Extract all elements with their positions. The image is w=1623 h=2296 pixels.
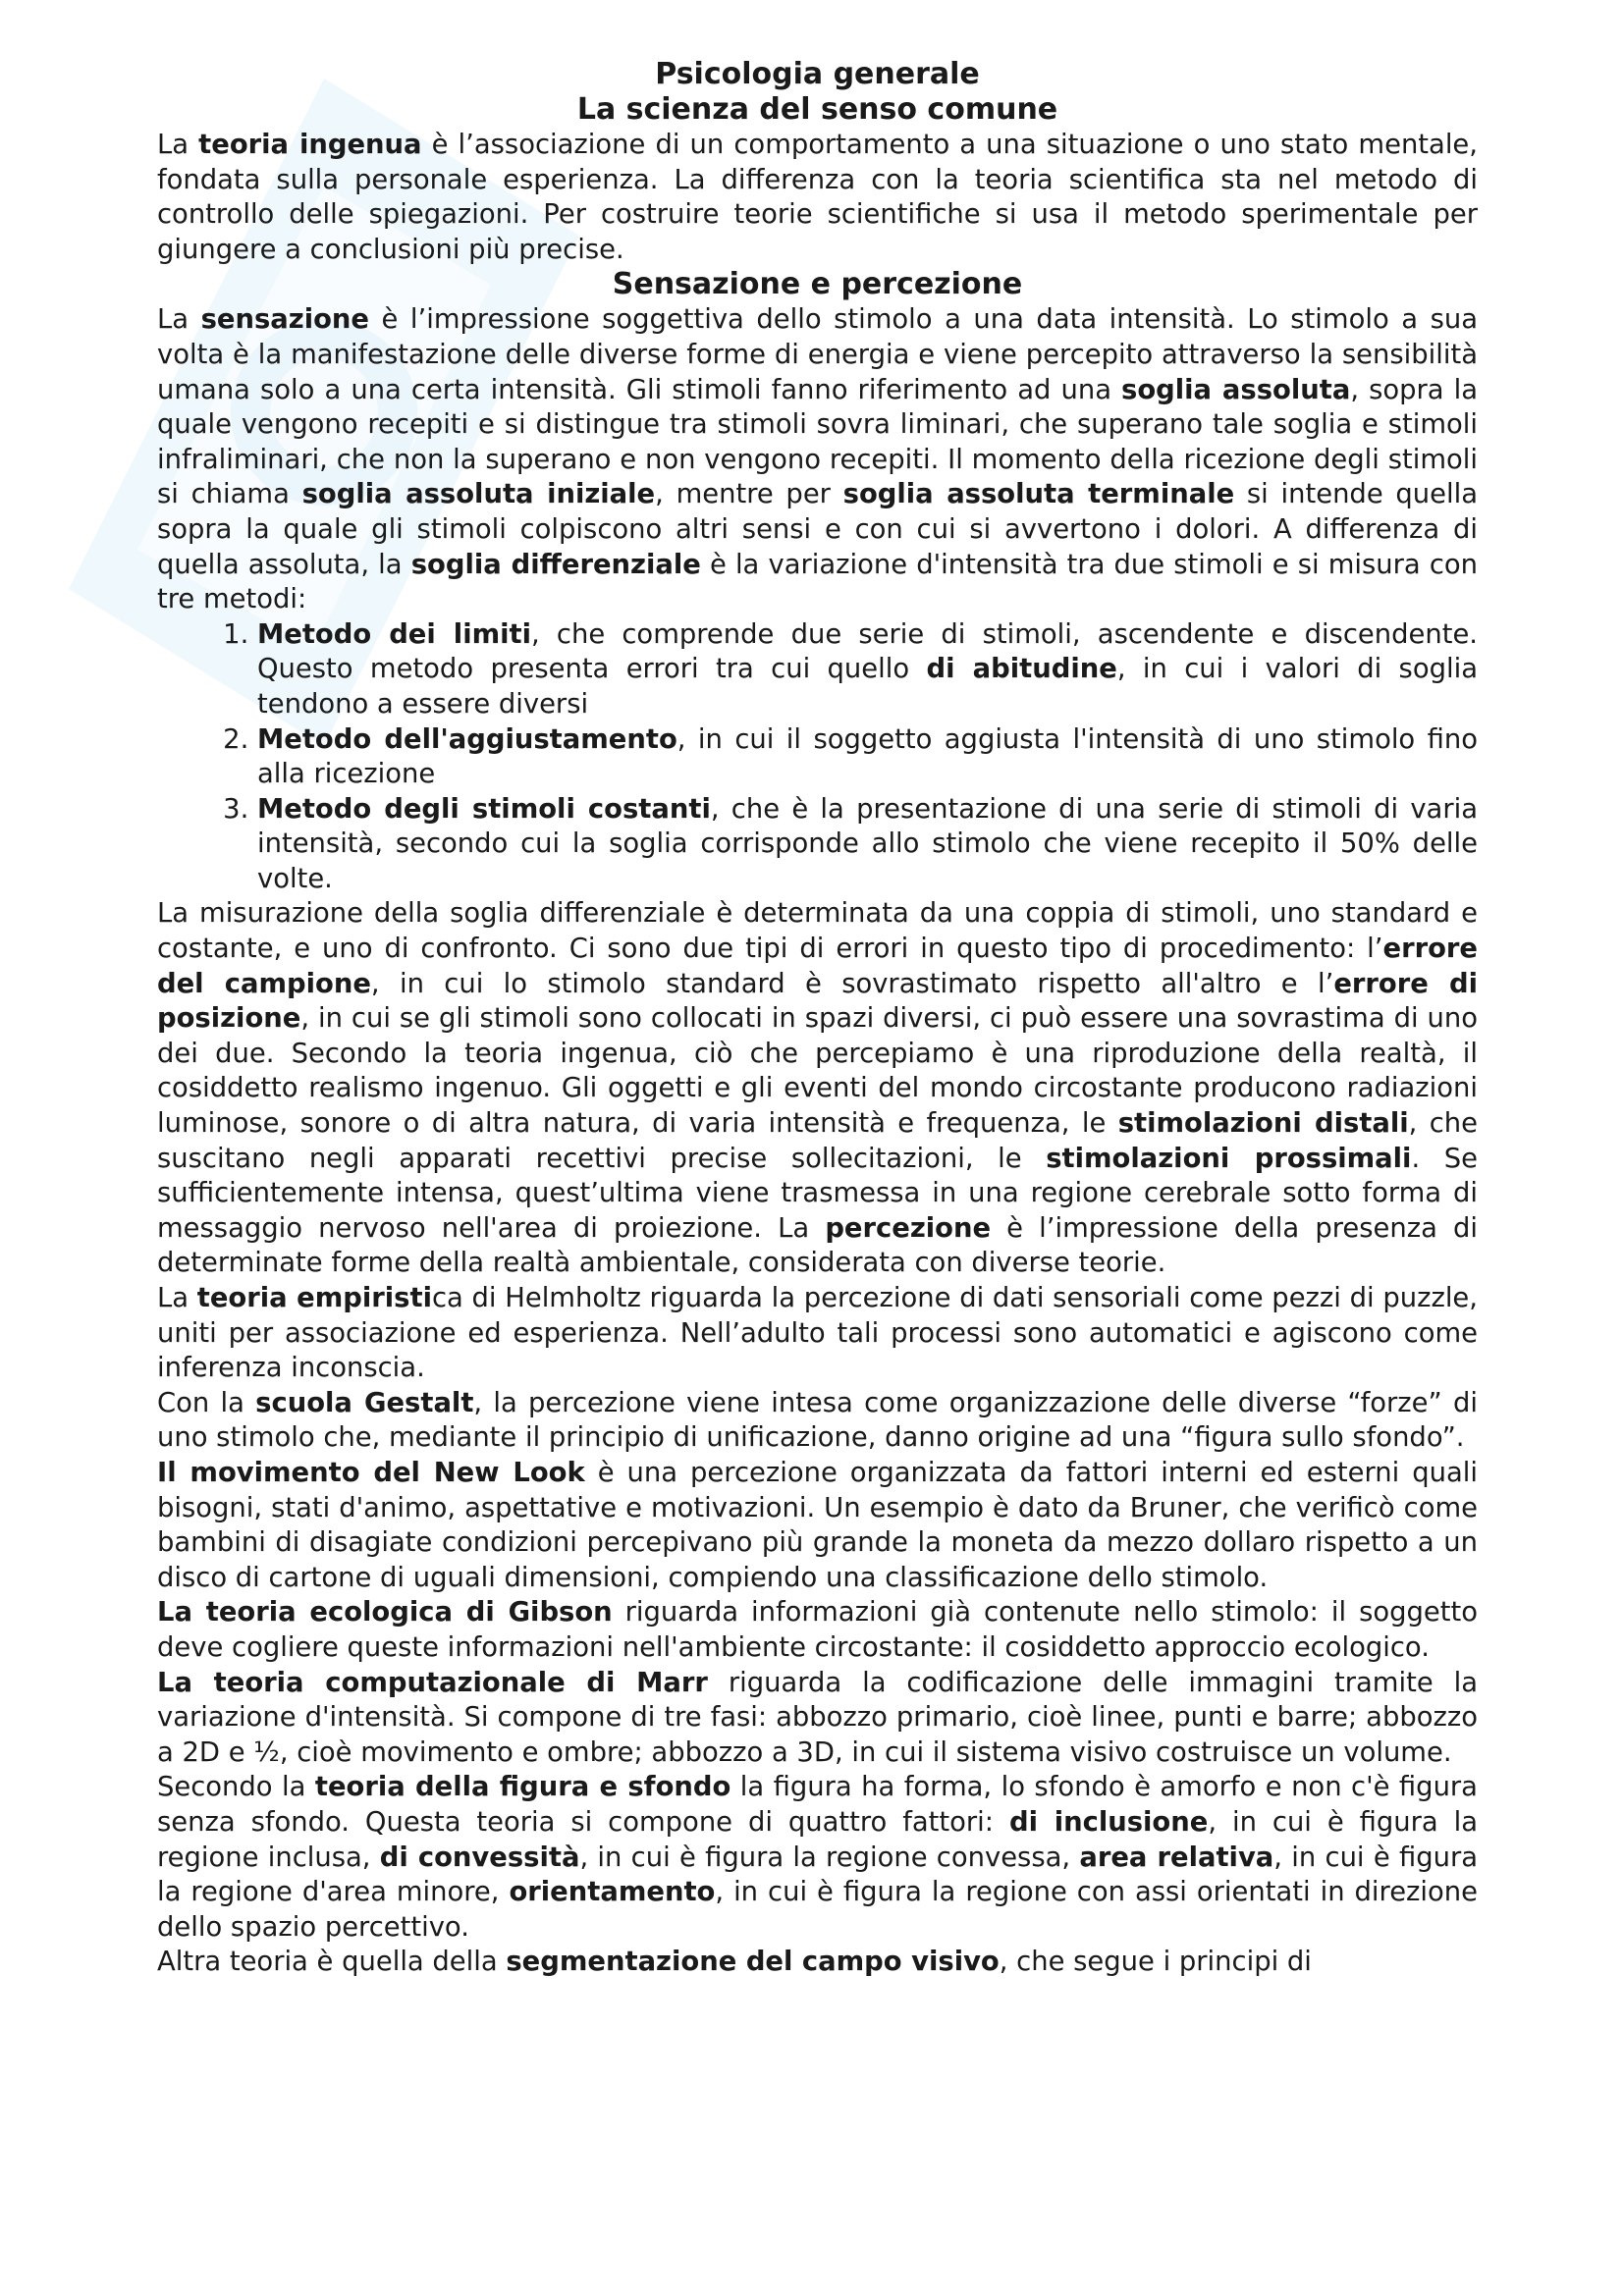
paragraph-segmentazione: Altra teoria è quella della segmentazione del campo visivo, che segue i principi di [157, 1947, 1312, 1978]
paragraph-marr: La teoria computazionale di Marr riguarda la codificazione delle immagini tramite la variazione d'intensità. Si compone di tre fasi: abbozzo primario, cioè linee, punti e barre; abbozzo a 2D e ½, cioè movimento e ombre; abbozzo a 3D, in cui il sistema visivo costruisce un volume. [157, 1667, 1478, 1768]
paragraph-gibson: La teoria ecologica di Gibson riguarda informazioni già contenute nello stimolo: il soggetto deve cogliere queste informazioni nell'ambiente circostante: il cosiddetto approccio ecologico. [157, 1597, 1478, 1663]
paragraph-gestalt: Con la scuola Gestalt, la percezione viene intesa come organizzazione delle diverse “forze” di uno stimolo che, mediante il principio di unificazione, danno origine ad una “figura sullo sfondo”. [157, 1387, 1478, 1454]
document-title: Psicologia generale [655, 57, 980, 91]
paragraph-empirista: La teoria empiristica di Helmholtz riguarda la percezione di dati sensoriali come pezzi di puzzle, uniti per associazione ed esperienza. Nell’adulto tali processi sono automatici e agiscono come inferenza inconscia. [157, 1283, 1478, 1384]
list-item: 1. Metodo dei limiti, che comprende due serie di stimoli, ascendente e discendente. Questo metodo presenta errori tra cui quello di abitudine, in cui i valori di soglia tendono a essere diversi [257, 617, 1478, 722]
section-heading-scienza: La scienza del senso comune [576, 92, 1058, 127]
section-heading-sensazione: Sensazione e percezione [612, 267, 1023, 302]
paragraph-figura-sfondo: Secondo la teoria della figura e sfondo la figura ha forma, lo sfondo è amorfo e non c'è figura senza sfondo. Questa teoria si compone di quattro fattori: di inclusione, in cui è figura la regione inclusa, di convessità, in cui è figura la regione convessa, area relativa, in cui è figura la regione d'area minore, orientamento, in cui è figura la regione con assi orientati in direzione dello spazio percettivo. [157, 1772, 1479, 1943]
list-item: 3. Metodo degli stimoli costanti, che è la presentazione di una serie di stimoli di varia intensità, secondo cui la soglia corrisponde allo stimolo che viene recepito il 50% delle volte. [257, 792, 1478, 897]
document-page [157, 57, 1478, 1980]
paragraph-misurazione: La misurazione della soglia differenziale è determinata da una coppia di stimoli, uno standard e costante, e uno di confronto. Ci sono due tipi di errori in questo tipo di procedimento: l’errore del campione, in cui lo stimolo standard è sovrastimato rispetto all'altro e l’errore di posizione, in cui se gli stimoli sono collocati in spazi diversi, ci può essere una sovrastima di uno dei due. Secondo la teoria ingenua, ciò che percepiamo è una riproduzione della realtà, il cosiddetto realismo ingenuo. Gli oggetti e gli eventi del mondo circostante producono radiazioni luminose, sonore o di altra natura, di varia intensità e frequenza, le stimolazioni distali, che suscitano negli apparati recettivi precise sollecitazioni, le stimolazioni prossimali. Se sufficientemente intensa, quest’ultima viene trasmessa in una regione cerebrale sotto forma di messaggio nervoso nell'area di proiezione. La percezione è l’impressione della presenza di determinate forme della realtà ambientale, considerata con diverse teorie. [157, 898, 1479, 1279]
paragraph-new-look: Il movimento del New Look è una percezione organizzata da fattori interni ed esterni quali bisogni, stati d'animo, aspettative e motivazioni. Un esempio è dato da Bruner, che verificò come bambini di disagiate condizioni percepivano più grande la moneta da mezzo dollaro rispetto a un disco di cartone di uguali dimensioni, compiendo una classificazione dello stimolo. [157, 1457, 1478, 1593]
paragraph-teoria-ingenua: La teoria ingenua è l’associazione di un comportamento a una situazione o uno stato mentale, fondata sulla personale esperienza. La differenza con la teoria scientifica sta nel metodo di controllo delle spiegazioni. Per costruire teorie scientifiche si usa il metodo sperimentale per giungere a conclusioni più precise. [157, 130, 1478, 265]
paragraph-sensazione: La sensazione è l’impressione soggettiva dello stimolo a una data intensità. Lo stimolo a sua volta è la manifestazione delle diverse forme di energia e viene percepito attraverso la sensibilità umana solo a una certa intensità. Gli stimoli fanno riferimento ad una soglia assoluta, sopra la quale vengono recepiti e si distingue tra stimoli sovra liminari, che superano tale soglia e stimoli infraliminari, che non la superano e non vengono recepiti. Il momento della ricezione degli stimoli si chiama soglia assoluta iniziale, mentre per soglia assoluta terminale si intende quella sopra la quale gli stimoli colpiscono altri sensi e con cui si avvertono i dolori. A differenza di quella assoluta, la soglia differenziale è la variazione d'intensità tra due stimoli e si misura con tre metodi: [157, 304, 1479, 615]
list-item: 2. Metodo dell'aggiustamento, in cui il soggetto aggiusta l'intensità di uno stimolo fino alla ricezione [257, 722, 1478, 792]
methods-list [157, 617, 1478, 897]
